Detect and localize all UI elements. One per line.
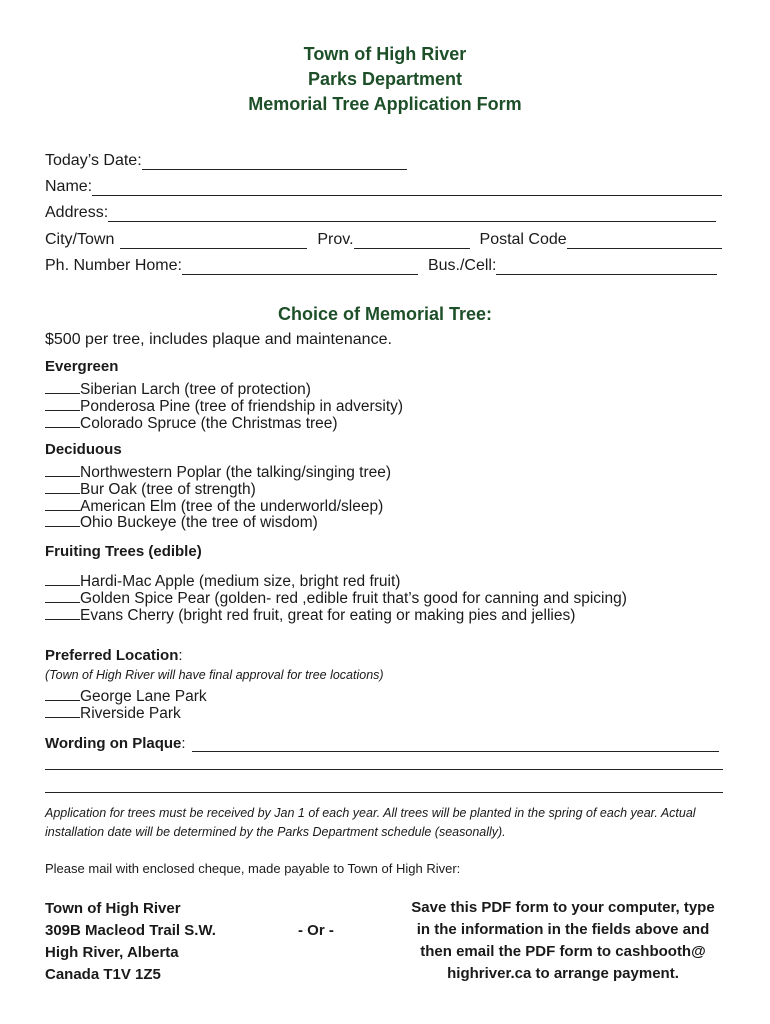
name-label: Name: xyxy=(45,178,93,195)
evergreen-list xyxy=(45,381,403,431)
location-list xyxy=(45,688,207,722)
list-item: Hardi-Mac Apple (medium size, bright red fruit) xyxy=(45,573,627,590)
tree-select-blank[interactable] xyxy=(45,481,80,494)
location-select-blank[interactable] xyxy=(45,705,80,718)
location-select-blank[interactable] xyxy=(45,688,80,701)
header-department: Parks Department xyxy=(307,69,463,89)
phone-home-label: Ph. Number Home: xyxy=(45,257,182,274)
tree-select-blank[interactable] xyxy=(45,573,80,586)
todays-date-row xyxy=(45,150,407,170)
city-label: City/Town xyxy=(45,231,115,248)
address-line: Canada T1V 1Z5 xyxy=(45,966,161,983)
todays-date-label: Today’s Date: xyxy=(45,152,142,169)
tree-select-blank[interactable] xyxy=(45,590,80,603)
mailing-address xyxy=(45,898,216,986)
name-row xyxy=(45,176,722,196)
phone-bus-field[interactable] xyxy=(496,257,717,275)
evergreen-heading: Evergreen xyxy=(45,358,119,375)
tree-select-blank[interactable] xyxy=(45,514,80,527)
plaque-field-line-3[interactable] xyxy=(45,792,723,793)
header-town: Town of High River xyxy=(303,44,467,64)
address-row xyxy=(45,202,716,222)
list-item: Colorado Spruce (the Christmas tree) xyxy=(45,415,403,432)
plaque-field-line-1[interactable] xyxy=(192,734,719,752)
address-label: Address: xyxy=(45,204,109,221)
fruiting-list xyxy=(45,573,627,623)
location-heading: Preferred Location: xyxy=(45,647,183,664)
address-line: 309B Macleod Trail S.W. xyxy=(45,922,216,939)
header-form-title: Memorial Tree Application Form xyxy=(248,94,522,114)
list-item: Golden Spice Pear (golden- red ,edible fruit that’s good for canning and spicing) xyxy=(45,590,627,607)
save-line: in the information in the fields above and xyxy=(416,921,710,938)
deciduous-heading: Deciduous xyxy=(45,441,122,458)
plaque-label: Wording on Plaque xyxy=(45,735,182,752)
phone-home-field[interactable] xyxy=(182,257,418,275)
city-field[interactable] xyxy=(120,231,307,249)
name-field[interactable] xyxy=(92,178,722,196)
phone-bus-label: Bus./Cell: xyxy=(427,257,497,274)
deciduous-list xyxy=(45,464,391,531)
tree-select-blank[interactable] xyxy=(45,464,80,477)
list-item: Riverside Park xyxy=(45,705,207,722)
save-pdf-instructions xyxy=(396,897,730,985)
location-note: (Town of High River will have final approval for tree locations) xyxy=(45,668,384,682)
prov-field[interactable] xyxy=(354,231,470,249)
phone-row xyxy=(45,255,717,275)
save-line: then email the PDF form to cashbooth@ xyxy=(420,943,706,960)
save-line: highriver.ca to arrange payment. xyxy=(447,965,679,982)
fruiting-heading: Fruiting Trees (edible) xyxy=(45,543,202,560)
tree-select-blank[interactable] xyxy=(45,381,80,394)
list-item: Northwestern Poplar (the talking/singing tree) xyxy=(45,464,391,481)
postal-code-field[interactable] xyxy=(567,231,722,249)
list-item: George Lane Park xyxy=(45,688,207,705)
plaque-row xyxy=(45,732,719,752)
address-line: High River, Alberta xyxy=(45,944,179,961)
price-text: $500 per tree, includes plaque and maintenance. xyxy=(45,331,392,348)
city-prov-postal-row xyxy=(45,229,722,249)
tree-select-blank[interactable] xyxy=(45,415,80,428)
tree-select-blank[interactable] xyxy=(45,607,80,620)
list-item: Ohio Buckeye (the tree of wisdom) xyxy=(45,514,391,531)
prov-label: Prov. xyxy=(317,231,354,248)
form-header xyxy=(0,42,770,117)
tree-select-blank[interactable] xyxy=(45,498,80,511)
plaque-colon: : xyxy=(181,735,186,752)
tree-select-blank[interactable] xyxy=(45,398,80,411)
plaque-field-line-2[interactable] xyxy=(45,769,723,770)
mail-instructions: Please mail with enclosed cheque, made payable to Town of High River: xyxy=(45,861,461,876)
application-deadline-note: Application for trees must be received by Jan 1 of each year. All trees will be planted in the spring of each year. Actual installation date will be determined by the Parks Department schedule (seasonally). xyxy=(45,806,696,839)
address-line: Town of High River xyxy=(45,900,181,917)
list-item: Ponderosa Pine (tree of friendship in adversity) xyxy=(45,398,403,415)
or-separator: - Or - xyxy=(298,922,334,939)
todays-date-field[interactable] xyxy=(142,152,407,170)
list-item: Bur Oak (tree of strength) xyxy=(45,481,391,498)
list-item: Evans Cherry (bright red fruit, great for eating or making pies and jellies) xyxy=(45,607,627,624)
postal-code-label: Postal Code xyxy=(479,231,567,248)
address-field[interactable] xyxy=(108,204,716,222)
choice-title: Choice of Memorial Tree: xyxy=(277,304,493,324)
save-line: Save this PDF form to your computer, type xyxy=(411,899,715,916)
list-item: Siberian Larch (tree of protection) xyxy=(45,381,403,398)
list-item: American Elm (tree of the underworld/sleep) xyxy=(45,498,391,515)
